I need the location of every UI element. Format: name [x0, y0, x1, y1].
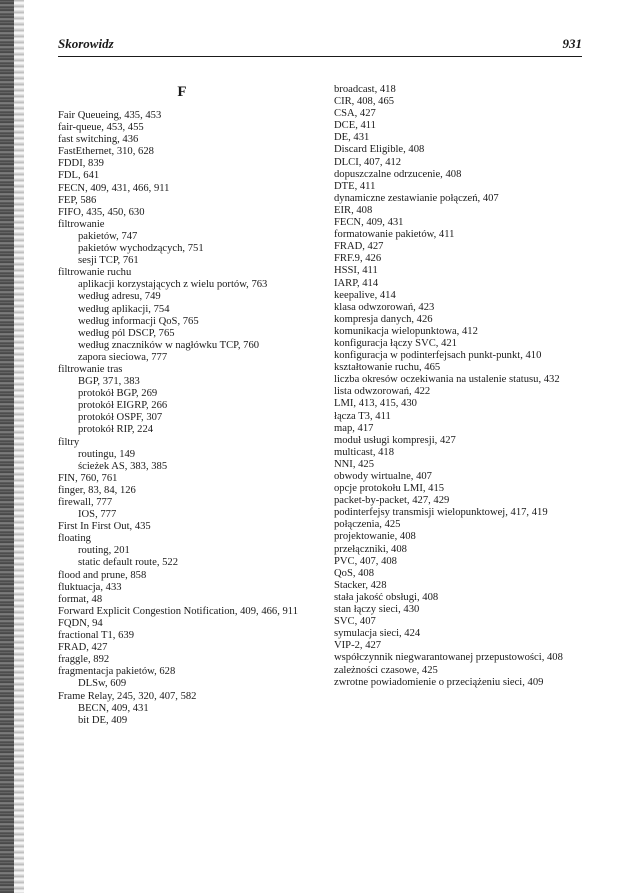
index-entry: FRAD, 427	[58, 642, 108, 654]
index-entry: fractional T1, 639	[58, 630, 134, 642]
index-entry: filtry	[58, 436, 80, 448]
page-number: 931	[562, 36, 582, 51]
index-entry: CSA, 427	[334, 108, 376, 120]
section-letter: F	[177, 84, 187, 100]
index-entry: EIR, 408	[334, 204, 373, 216]
index-entry: map, 417	[334, 422, 374, 434]
index-entry: opcje protokołu LMI, 415	[334, 483, 445, 495]
index-entry: format, 48	[58, 593, 103, 605]
index-subentry: według pól DSCP, 765	[78, 327, 175, 339]
index-entry: FDDI, 839	[58, 158, 104, 170]
index-subentry: protokół EIGRP, 266	[78, 400, 168, 412]
running-header	[58, 36, 582, 56]
index-entry: FIN, 760, 761	[58, 472, 118, 484]
index-entry: Forward Explicit Congestion Notification, 409, 466, 911	[58, 605, 298, 617]
index-entry: fast switching, 436	[58, 134, 139, 146]
index-entry: Fair Queueing, 435, 453	[58, 110, 162, 121]
index-subentry: IOS, 777	[78, 509, 117, 521]
index-entry: DTE, 411	[334, 180, 376, 192]
index-subentry: protokół BGP, 269	[78, 388, 158, 400]
index-entry: podinterfejsy transmisji wielopunktowej, 417, 419	[334, 507, 548, 519]
index-entry: kształtowanie ruchu, 465	[334, 362, 441, 374]
index-entry: FRF.9, 426	[334, 253, 382, 265]
index-entry: Frame Relay, 245, 320, 407, 582	[58, 690, 197, 702]
index-entry: fair-queue, 453, 455	[58, 122, 144, 134]
index-subentry: BGP, 371, 383	[78, 376, 140, 388]
index-entry: FQDN, 94	[58, 617, 103, 629]
index-entry: projektowanie, 408	[334, 531, 416, 543]
header-title: Skorowidz	[58, 36, 114, 51]
index-entry: zależności czasowe, 425	[334, 664, 438, 676]
index-entry: filtrowanie	[58, 218, 105, 230]
index-entry: IARP, 414	[334, 277, 379, 289]
index-entry: NNI, 425	[334, 458, 375, 470]
index-subentry: według znaczników w nagłówku TCP, 760	[78, 339, 260, 351]
index-entry: CIR, 408, 465	[334, 96, 395, 108]
index-entry: obwody wirtualne, 407	[334, 471, 432, 482]
index-subentry: bit DE, 409	[78, 714, 128, 726]
book-spine-shadow	[0, 0, 14, 893]
index-entry: QoS, 408	[334, 567, 375, 579]
index-entry: DE, 431	[334, 132, 370, 144]
index-entry: floating	[58, 533, 91, 545]
index-entry: First In First Out, 435	[58, 521, 151, 533]
index-entry: FEP, 586	[58, 194, 97, 206]
index-entry: połączenia, 425	[334, 519, 401, 531]
index-entry: FastEthernet, 310, 628	[58, 146, 154, 158]
index-subentry: protokół OSPF, 307	[78, 412, 163, 424]
index-entry: dynamiczne zestawianie połączeń, 407	[334, 192, 499, 204]
index-subentry: protokół RIP, 224	[78, 424, 154, 436]
index-entry: firewall, 777	[58, 497, 113, 508]
index-entry: liczba okresów oczekiwania na ustalenie statusu, 432	[334, 374, 560, 386]
index-entry: komunikacja wielopunktowa, 412	[334, 325, 478, 337]
index-entry: stała jakość obsługi, 408	[334, 591, 439, 603]
index-entry: fraggle, 892	[58, 654, 110, 666]
header-rule	[58, 56, 582, 57]
index-subentry: sesji TCP, 761	[78, 255, 139, 267]
index-subentry: pakietów, 747	[78, 230, 138, 242]
index-entry: kompresja danych, 426	[334, 313, 433, 325]
index-entry: DCE, 411	[334, 120, 376, 132]
index-entry: flood and prune, 858	[58, 569, 147, 581]
index-subentry: static default route, 522	[78, 557, 179, 569]
index-entry: FDL, 641	[58, 170, 100, 182]
index-entry: klasa odwzorowań, 423	[334, 301, 435, 313]
index-entry: HSSI, 411	[334, 265, 378, 277]
index-entry: finger, 83, 84, 126	[58, 484, 136, 496]
index-subentry: według informacji QoS, 765	[78, 315, 199, 327]
index-entry: filtrowanie ruchu	[58, 267, 132, 279]
index-subentry: BECN, 409, 431	[78, 702, 149, 714]
index-entry: packet-by-packet, 427, 429	[334, 495, 450, 507]
index-entry: SVC, 407	[334, 616, 376, 628]
index-entry: LMI, 413, 415, 430	[334, 398, 417, 410]
index-subentry: zapora sieciowa, 777	[78, 351, 168, 363]
index-entry: FECN, 409, 431	[334, 217, 404, 229]
index-entry: konfiguracja łączy SVC, 421	[334, 337, 457, 349]
index-entry: konfiguracja w podinterfejsach punkt-punkt, 410	[334, 350, 542, 362]
index-entry: przełączniki, 408	[334, 543, 407, 555]
index-subentry: DLSw, 609	[78, 678, 127, 690]
index-entry: FECN, 409, 431, 466, 911	[58, 182, 170, 194]
index-subentry: według aplikacji, 754	[78, 303, 170, 315]
index-entry: VIP-2, 427	[334, 640, 382, 652]
index-entry: zwrotne powiadomienie o przeciążeniu sieci, 409	[334, 676, 544, 688]
index-column-right	[334, 84, 596, 689]
index-entry: współczynnik niegwarantowanej przepustowości, 408	[334, 652, 563, 664]
index-entry: FIFO, 435, 450, 630	[58, 206, 145, 218]
index-entry: moduł usługi kompresji, 427	[334, 434, 456, 446]
index-subentry: routing, 201	[78, 545, 130, 557]
index-entry: formatowanie pakietów, 411	[334, 229, 455, 241]
index-subentry: ścieżek AS, 383, 385	[78, 460, 168, 472]
index-entry: PVC, 407, 408	[334, 555, 397, 567]
index-entry: fragmentacja pakietów, 628	[58, 666, 176, 678]
index-entry: Discard Eligible, 408	[334, 144, 425, 156]
index-subentry: pakietów wychodzących, 751	[78, 243, 204, 255]
index-entry: symulacja sieci, 424	[334, 628, 421, 640]
index-entry: dopuszczalne odrzucenie, 408	[334, 168, 462, 180]
index-entry: lista odwzorowań, 422	[334, 386, 431, 398]
index-entry: stan łączy sieci, 430	[334, 604, 420, 616]
index-entry: Stacker, 428	[334, 579, 387, 591]
index-subentry: routingu, 149	[78, 448, 136, 460]
index-entry: DLCI, 407, 412	[334, 156, 402, 168]
index-column-left	[58, 110, 320, 727]
index-subentry: według adresu, 749	[78, 291, 161, 303]
index-entry: broadcast, 418	[334, 84, 396, 95]
index-entry: FRAD, 427	[334, 241, 384, 253]
index-entry: filtrowanie tras	[58, 363, 123, 375]
index-entry: multicast, 418	[334, 446, 395, 458]
index-entry: fluktuacja, 433	[58, 581, 122, 593]
index-subentry: aplikacji korzystających z wielu portów, 763	[78, 279, 268, 291]
index-entry: keepalive, 414	[334, 289, 396, 301]
index-entry: łącza T3, 411	[334, 410, 391, 422]
